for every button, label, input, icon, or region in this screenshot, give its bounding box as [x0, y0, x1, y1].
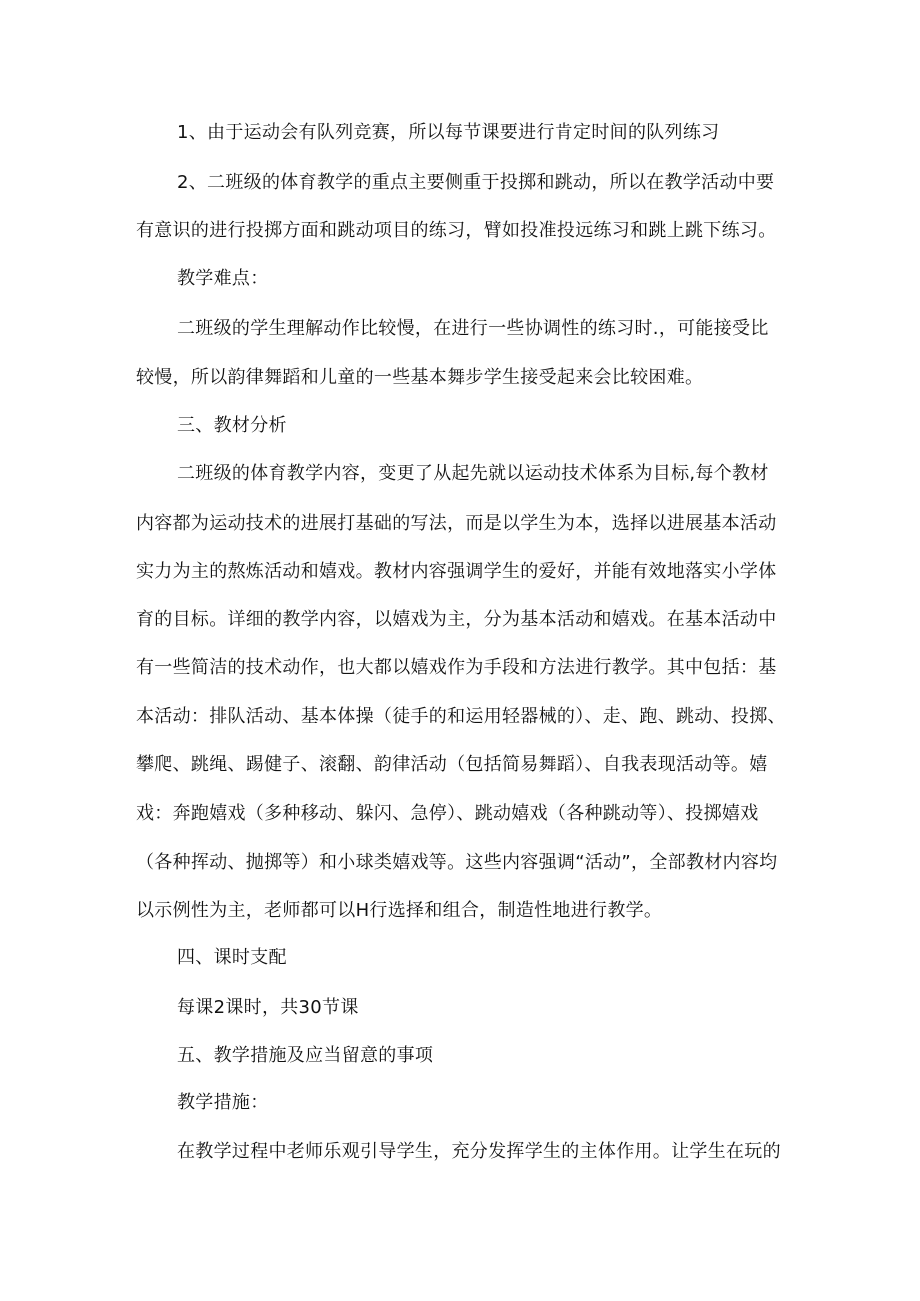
paragraph-line: 二班级的体育教学内容，变更了从起先就以运动技术体系为目标,每个教材 — [177, 463, 769, 484]
paragraph-line: 1、由于运动会有队列竞赛，所以每节课要进行肯定时间的队列练习 — [177, 122, 720, 143]
paragraph-line: 以示例性为主，老师都可以H行选择和组合，制造性地进行教学。 — [136, 900, 663, 921]
section-heading: 四、课时支配 — [177, 947, 287, 968]
paragraph-line: 有一些简洁的技术动作，也大都以嬉戏作为手段和方法进行教学。其中包括：基 — [136, 657, 777, 678]
paragraph-line: 攀爬、跳绳、踢健子、滚翻、韵律活动（包括简易舞蹈）、自我表现活动等。嬉 — [136, 754, 768, 775]
paragraph-line: （各种挥动、抛掷等）和小球类嬉戏等。这些内容强调“活动”，全部教材内容均 — [136, 852, 778, 873]
paragraph-line: 戏：奔跑嬉戏（多种移动、躲闪、急停）、跳动嬉戏（各种跳动等）、投掷嬉戏 — [136, 803, 759, 824]
paragraph-line: 有意识的进行投掷方面和跳动项目的练习，臂如投准投远练习和跳上跳下练习。 — [136, 220, 777, 241]
paragraph-line: 较慢，所以韵律舞蹈和儿童的一些基本舞步学生接受起来会比较困难。 — [136, 367, 704, 388]
paragraph-line: 育的目标。详细的教学内容，以嬉戏为主，分为基本活动和嬉戏。在基本活动中 — [136, 609, 777, 630]
paragraph-line: 在教学过程中老师乐观引导学生，充分发挥学生的主体作用。让学生在玩的 — [177, 1141, 781, 1162]
paragraph-line: 二班级的学生理解动作比较慢，在进行一些协调性的练习时.，可能接受比 — [177, 318, 769, 339]
paragraph-line: 内容都为运动技术的进展打基础的写法，而是以学生为本，选择以进展基本活动 — [136, 513, 777, 534]
section-heading: 三、教材分析 — [177, 415, 287, 436]
section-heading: 五、教学措施及应当留意的事项 — [177, 1045, 434, 1066]
paragraph-line: 本活动：排队活动、基本体操（徒手的和运用轻器械的）、走、跑、跳动、投掷、 — [136, 706, 786, 727]
paragraph-line: 每课2课时，共30节课 — [177, 997, 359, 1018]
section-subheading: 教学措施： — [177, 1092, 269, 1113]
paragraph-line: 实力为主的熬炼活动和嬉戏。教材内容强调学生的爱好，并能有效地落实小学体 — [136, 561, 777, 582]
section-subheading: 教学难点： — [177, 268, 269, 289]
paragraph-line: 2、二班级的体育教学的重点主要侧重于投掷和跳动，所以在教学活动中要 — [177, 172, 775, 193]
